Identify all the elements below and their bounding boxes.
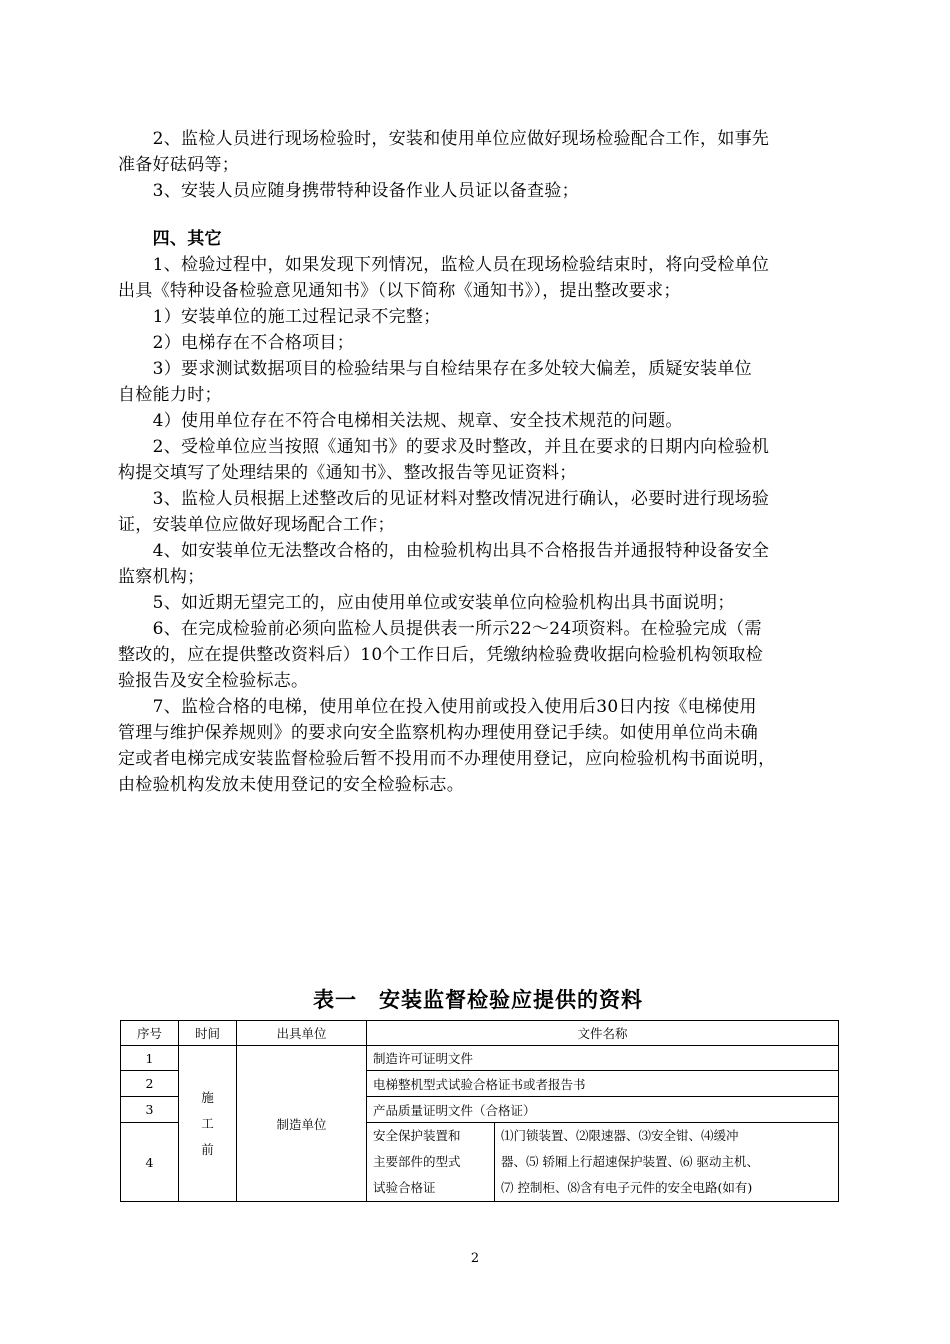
table-header-row: [121, 1021, 839, 1046]
row-no: 4: [121, 1123, 179, 1202]
body-line: 7、监检合格的电梯，使用单位在投入使用前或投入使用后30日内按《电梯使用: [118, 697, 757, 717]
section-heading: 四、其它: [118, 229, 222, 249]
row-detail: [495, 1123, 839, 1202]
body-line: 3）要求测试数据项目的检验结果与自检结果存在多处较大偏差，质疑安装单位: [118, 359, 752, 379]
body-line: 管理与维护保养规则》的要求向安全监察机构办理使用登记手续。如使用单位尚未确: [118, 723, 759, 743]
body-line: 准备好砝码等；: [118, 155, 240, 175]
body-line: 2、受检单位应当按照《通知书》的要求及时整改，并且在要求的日期内向检验机: [118, 437, 770, 457]
body-line: 5、如近期无望完工的，应由使用单位或安装单位向检验机构出具书面说明；: [118, 593, 735, 613]
row-doc: 产品质量证明文件（合格证）: [367, 1097, 839, 1123]
body-line: 2、监检人员进行现场检验时，安装和使用单位应做好现场检验配合工作，如事先: [118, 129, 770, 149]
detail-line: 器、⑸ 轿厢上行超速保护装置、⑹ 驱动主机、: [501, 1154, 759, 1169]
body-line: 构提交填写了处理结果的《通知书》、整改报告等见证资料；: [118, 463, 577, 483]
row-sub-label: [367, 1123, 495, 1202]
documents-table: [120, 1020, 839, 1202]
detail-line: ⑴门锁装置、⑵限速器、⑶安全钳、⑷缓冲: [501, 1128, 739, 1143]
row-no: 2: [121, 1071, 179, 1097]
header-issuer: 出具单位: [237, 1021, 367, 1046]
body-line: 2）电梯存在不合格项目；: [118, 333, 355, 353]
body-line: 自检能力时；: [118, 385, 222, 405]
header-no: 序号: [121, 1021, 179, 1046]
body-line: 由检验机构发放未使用登记的安全检验标志。: [118, 775, 464, 795]
header-doc-name: 文件名称: [367, 1021, 839, 1046]
table-title: 表一 安装监督检验应提供的资料: [313, 988, 643, 1012]
table-row: [121, 1046, 839, 1071]
body-line: 定或者电梯完成安装监督检验后暂不投用而不办理使用登记，应向检验机构书面说明，: [118, 749, 776, 769]
body-line: 4）使用单位存在不符合电梯相关法规、规章、安全技术规范的问题。: [118, 411, 683, 431]
time-char: 前: [201, 1141, 214, 1157]
body-line: 1、检验过程中，如果发现下列情况，监检人员在现场检验结束时，将向受检单位: [118, 255, 770, 275]
body-line: 证，安装单位应做好现场配合工作；: [118, 515, 395, 535]
sub-label-line: 主要部件的型式: [373, 1154, 461, 1169]
time-char: 工: [201, 1115, 214, 1131]
page-number: 2: [470, 1251, 480, 1266]
row-doc: 制造许可证明文件: [367, 1046, 839, 1071]
header-time: 时间: [179, 1021, 237, 1046]
body-line: 监察机构；: [118, 567, 205, 587]
row-doc: 电梯整机型式试验合格证书或者报告书: [367, 1071, 839, 1097]
issuer-cell: 制造单位: [237, 1046, 367, 1202]
body-line: 3、安装人员应随身携带特种设备作业人员证以备查验；: [118, 181, 579, 201]
body-line: 1）安装单位的施工过程记录不完整；: [118, 307, 441, 327]
detail-line: ⑺ 控制柜、⑻含有电子元件的安全电路(如有): [501, 1180, 753, 1195]
time-cell: [179, 1046, 237, 1202]
time-char: 施: [201, 1089, 214, 1105]
body-line: 4、如安装单位无法整改合格的，由检验机构出具不合格报告并通报特种设备安全: [118, 541, 770, 561]
body-line: 验报告及安全检验标志。: [118, 671, 309, 691]
body-line: 出具《特种设备检验意见通知书》（以下简称《通知书》），提出整改要求；: [118, 281, 681, 301]
body-line: 3、监检人员根据上述整改后的见证材料对整改情况进行确认，必要时进行现场验: [118, 489, 770, 509]
sub-label-line: 试验合格证: [373, 1180, 436, 1195]
row-no: 1: [121, 1046, 179, 1071]
sub-label-line: 安全保护装置和: [373, 1128, 461, 1143]
body-line: 6、在完成检验前必须向监检人员提供表一所示22～24项资料。在检验完成（需: [118, 619, 762, 639]
body-line: 整改的，应在提供整改资料后）10个工作日后，凭缴纳检验费收据向检验机构领取检: [118, 645, 764, 665]
row-no: 3: [121, 1097, 179, 1123]
